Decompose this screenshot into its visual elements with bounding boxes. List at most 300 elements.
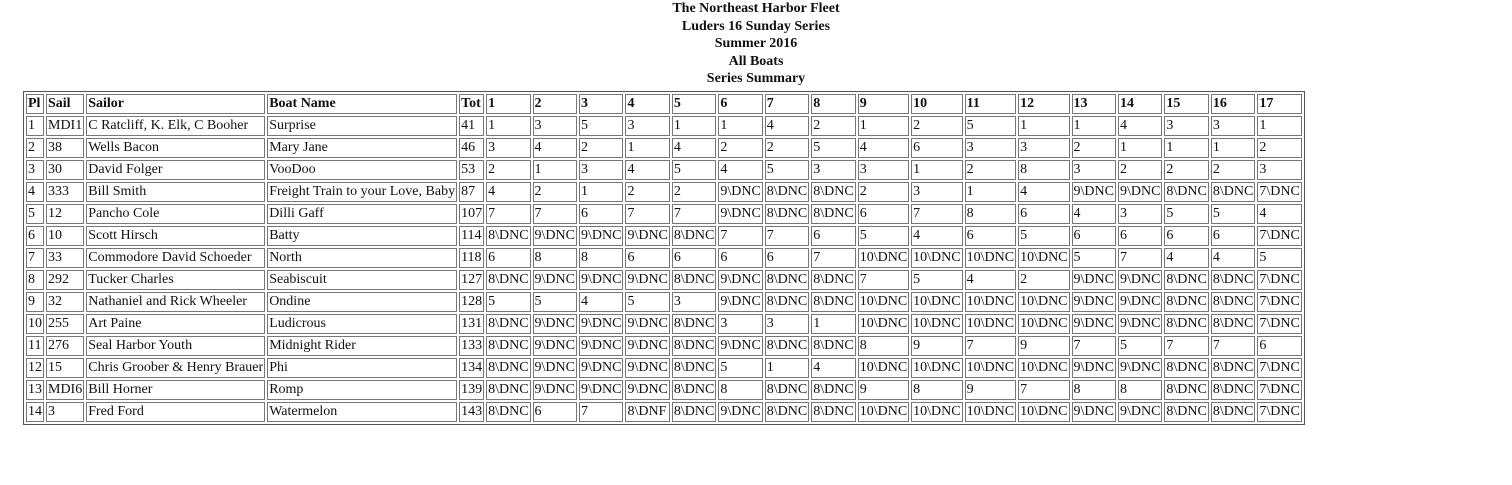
race-score-cell: 8\DNC (1164, 292, 1208, 312)
race-score-cell: 8\DNC (486, 380, 530, 400)
table-row (26, 270, 1302, 290)
race-score-cell: 1 (1072, 116, 1116, 136)
table-row (26, 314, 1302, 334)
race-score-cell: 4 (1118, 116, 1162, 136)
sail-cell: MDI6 (46, 380, 84, 400)
race-score-cell: 8\DNC (486, 402, 530, 422)
race-score-cell: 8\DNC (672, 270, 716, 290)
place-cell: 10 (26, 314, 44, 334)
race-score-cell: 10\DNC (965, 248, 1016, 268)
race-score-cell: 5 (1118, 336, 1162, 356)
place-cell: 6 (26, 226, 44, 246)
column-header-race-7: 7 (765, 94, 809, 114)
race-score-cell: 1 (579, 182, 623, 202)
boat-name-cell: Ludicrous (267, 314, 457, 334)
race-score-cell: 6 (965, 226, 1016, 246)
race-score-cell: 10\DNC (858, 402, 909, 422)
race-score-cell: 7 (1072, 336, 1116, 356)
race-score-cell: 2 (1018, 270, 1069, 290)
race-score-cell: 9\DNC (1118, 358, 1162, 378)
boat-name-cell: Batty (267, 226, 457, 246)
race-score-cell: 8\DNC (1164, 314, 1208, 334)
race-score-cell: 8\DNC (672, 402, 716, 422)
sailor-cell: Chris Groober & Henry Brauer (86, 358, 265, 378)
race-score-cell: 9\DNC (1072, 314, 1116, 334)
race-score-cell: 2 (486, 160, 530, 180)
race-score-cell: 2 (811, 116, 855, 136)
race-score-cell: 8 (858, 336, 909, 356)
total-cell: 127 (459, 270, 484, 290)
boat-name-cell: Seabiscuit (267, 270, 457, 290)
total-cell: 46 (459, 138, 484, 158)
sailor-cell: Fred Ford (86, 402, 265, 422)
race-score-cell: 9 (858, 380, 909, 400)
race-score-cell: 3 (965, 138, 1016, 158)
sailor-cell: Nathaniel and Rick Wheeler (86, 292, 265, 312)
boat-name-cell: Ondine (267, 292, 457, 312)
sailor-cell: David Folger (86, 160, 265, 180)
race-score-cell: 6 (1018, 204, 1069, 224)
race-score-cell: 8\DNC (811, 292, 855, 312)
race-score-cell: 5 (1164, 204, 1208, 224)
sail-cell: MDI1 (46, 116, 84, 136)
race-score-cell: 3 (765, 314, 809, 334)
race-score-cell: 9\DNC (1118, 314, 1162, 334)
race-score-cell: 8 (533, 248, 577, 268)
race-score-cell: 8\DNC (672, 380, 716, 400)
race-score-cell: 7 (1164, 336, 1208, 356)
race-score-cell: 5 (625, 292, 669, 312)
boat-name-cell: Surprise (267, 116, 457, 136)
race-score-cell: 8 (965, 204, 1016, 224)
race-score-cell: 1 (625, 138, 669, 158)
sail-cell: 33 (46, 248, 84, 268)
place-cell: 13 (26, 380, 44, 400)
race-score-cell: 7\DNC (1257, 226, 1301, 246)
race-score-cell: 1 (533, 160, 577, 180)
race-score-cell: 10\DNC (858, 248, 909, 268)
race-score-cell: 7 (1018, 380, 1069, 400)
race-score-cell: 4 (1018, 182, 1069, 202)
race-score-cell: 9 (1018, 336, 1069, 356)
race-score-cell: 5 (965, 116, 1016, 136)
boat-name-cell: Romp (267, 380, 457, 400)
place-cell: 1 (26, 116, 44, 136)
race-score-cell: 9 (911, 336, 962, 356)
race-score-cell: 2 (911, 116, 962, 136)
race-score-cell: 5 (1211, 204, 1255, 224)
race-score-cell: 9\DNC (579, 380, 623, 400)
race-score-cell: 8\DNC (1211, 182, 1255, 202)
race-score-cell: 9\DNC (625, 380, 669, 400)
race-score-cell: 2 (1164, 160, 1208, 180)
race-score-cell: 5 (765, 160, 809, 180)
race-score-cell: 6 (672, 248, 716, 268)
column-header-place: Pl (26, 94, 44, 114)
race-score-cell: 6 (486, 248, 530, 268)
race-score-cell: 8 (911, 380, 962, 400)
sail-cell: 38 (46, 138, 84, 158)
race-score-cell: 9\DNC (625, 314, 669, 334)
race-score-cell: 9\DNC (625, 270, 669, 290)
race-score-cell: 8\DNF (625, 402, 669, 422)
race-score-cell: 8\DNC (486, 270, 530, 290)
column-header-race-3: 3 (579, 94, 623, 114)
race-score-cell: 9\DNC (1072, 402, 1116, 422)
place-cell: 9 (26, 292, 44, 312)
total-cell: 134 (459, 358, 484, 378)
summary-title: Series Summary (706, 71, 806, 87)
total-cell: 87 (459, 182, 484, 202)
race-score-cell: 6 (765, 248, 809, 268)
race-score-cell: 10\DNC (858, 292, 909, 312)
race-score-cell: 3 (811, 160, 855, 180)
race-score-cell: 9\DNC (579, 358, 623, 378)
race-score-cell: 10\DNC (1018, 292, 1069, 312)
race-score-cell: 8\DNC (672, 336, 716, 356)
table-row (26, 248, 1302, 268)
total-cell: 131 (459, 314, 484, 334)
race-score-cell: 9\DNC (625, 226, 669, 246)
place-cell: 5 (26, 204, 44, 224)
race-score-cell: 1 (965, 182, 1016, 202)
column-header-race-2: 2 (533, 94, 577, 114)
race-score-cell: 10\DNC (858, 314, 909, 334)
table-row (26, 182, 1302, 202)
race-score-cell: 7 (533, 204, 577, 224)
header-row (26, 94, 1302, 114)
boat-name-cell: Midnight Rider (267, 336, 457, 356)
sailor-cell: C Ratcliff, K. Elk, C Booher (86, 116, 265, 136)
column-header-race-12: 12 (1018, 94, 1069, 114)
column-header-race-6: 6 (718, 94, 762, 114)
race-score-cell: 9\DNC (718, 336, 762, 356)
race-score-cell: 8\DNC (486, 226, 530, 246)
race-score-cell: 10\DNC (911, 358, 962, 378)
race-score-cell: 1 (765, 358, 809, 378)
race-score-cell: 3 (858, 160, 909, 180)
table-row (26, 336, 1302, 356)
race-score-cell: 8\DNC (765, 336, 809, 356)
race-score-cell: 8\DNC (1211, 380, 1255, 400)
column-header-total: Tot (459, 94, 484, 114)
race-score-cell: 1 (858, 116, 909, 136)
race-score-cell: 6 (625, 248, 669, 268)
race-score-cell: 1 (1118, 138, 1162, 158)
race-score-cell: 8\DNC (1211, 314, 1255, 334)
race-score-cell: 5 (533, 292, 577, 312)
race-score-cell: 9\DNC (1118, 270, 1162, 290)
place-cell: 2 (26, 138, 44, 158)
race-score-cell: 8\DNC (811, 182, 855, 202)
race-score-cell: 9\DNC (579, 336, 623, 356)
table-row (26, 358, 1302, 378)
race-score-cell: 9\DNC (1072, 292, 1116, 312)
race-score-cell: 4 (858, 138, 909, 158)
race-score-cell: 2 (1118, 160, 1162, 180)
race-score-cell: 3 (533, 116, 577, 136)
race-score-cell: 4 (1257, 204, 1301, 224)
table-row (26, 402, 1302, 422)
race-score-cell: 7\DNC (1257, 358, 1301, 378)
race-score-cell: 3 (1164, 116, 1208, 136)
race-score-cell: 10\DNC (965, 292, 1016, 312)
race-score-cell: 10\DNC (965, 358, 1016, 378)
table-row (26, 204, 1302, 224)
race-score-cell: 6 (1257, 336, 1301, 356)
race-score-cell: 1 (486, 116, 530, 136)
race-score-cell: 1 (1211, 138, 1255, 158)
race-score-cell: 10\DNC (911, 292, 962, 312)
race-score-cell: 6 (811, 226, 855, 246)
race-score-cell: 5 (811, 138, 855, 158)
total-cell: 53 (459, 160, 484, 180)
race-score-cell: 3 (1257, 160, 1301, 180)
race-score-cell: 9\DNC (1072, 182, 1116, 202)
total-cell: 139 (459, 380, 484, 400)
race-score-cell: 3 (1118, 204, 1162, 224)
race-score-cell: 6 (579, 204, 623, 224)
series-title: Luders 16 Sunday Series (681, 18, 831, 34)
race-score-cell: 8\DNC (486, 314, 530, 334)
race-score-cell: 1 (1018, 116, 1069, 136)
boat-name-cell: Freight Train to your Love, Baby (267, 182, 457, 202)
race-score-cell: 6 (1211, 226, 1255, 246)
race-score-cell: 10\DNC (1018, 402, 1069, 422)
race-score-cell: 10\DNC (1018, 314, 1069, 334)
race-score-cell: 2 (1072, 138, 1116, 158)
race-score-cell: 2 (718, 138, 762, 158)
race-score-cell: 4 (672, 138, 716, 158)
sail-cell: 30 (46, 160, 84, 180)
column-header-race-16: 16 (1211, 94, 1255, 114)
race-score-cell: 2 (858, 182, 909, 202)
column-header-race-15: 15 (1164, 94, 1208, 114)
race-score-cell: 10\DNC (965, 314, 1016, 334)
race-score-cell: 8\DNC (811, 204, 855, 224)
race-score-cell: 7 (672, 204, 716, 224)
race-score-cell: 8\DNC (672, 358, 716, 378)
race-score-cell: 9\DNC (579, 226, 623, 246)
table-row (26, 292, 1302, 312)
race-score-cell: 4 (1072, 204, 1116, 224)
table-row (26, 138, 1302, 158)
place-cell: 12 (26, 358, 44, 378)
race-score-cell: 2 (1257, 138, 1301, 158)
race-score-cell: 9\DNC (718, 270, 762, 290)
race-score-cell: 8\DNC (1211, 402, 1255, 422)
race-score-cell: 7 (765, 226, 809, 246)
race-score-cell: 9\DNC (1118, 182, 1162, 202)
race-score-cell: 1 (1164, 138, 1208, 158)
race-score-cell: 9\DNC (718, 402, 762, 422)
sail-cell: 333 (46, 182, 84, 202)
race-score-cell: 8\DNC (1211, 270, 1255, 290)
race-score-cell: 8\DNC (1164, 270, 1208, 290)
race-score-cell: 9\DNC (625, 336, 669, 356)
race-score-cell: 9\DNC (533, 314, 577, 334)
race-score-cell: 9\DNC (533, 358, 577, 378)
column-header-sailor: Sailor (86, 94, 265, 114)
race-score-cell: 2 (672, 182, 716, 202)
race-score-cell: 8\DNC (486, 336, 530, 356)
race-score-cell: 7 (1118, 248, 1162, 268)
race-score-cell: 3 (579, 160, 623, 180)
race-score-cell: 8\DNC (1164, 380, 1208, 400)
race-score-cell: 9 (965, 380, 1016, 400)
race-score-cell: 8\DNC (811, 270, 855, 290)
race-score-cell: 3 (625, 116, 669, 136)
race-score-cell: 8\DNC (765, 182, 809, 202)
place-cell: 3 (26, 160, 44, 180)
race-score-cell: 10\DNC (911, 402, 962, 422)
race-score-cell: 8\DNC (1164, 402, 1208, 422)
race-score-cell: 7 (1211, 336, 1255, 356)
race-score-cell: 4 (718, 160, 762, 180)
place-cell: 4 (26, 182, 44, 202)
race-score-cell: 8\DNC (672, 226, 716, 246)
place-cell: 7 (26, 248, 44, 268)
column-header-race-9: 9 (858, 94, 909, 114)
boat-name-cell: North (267, 248, 457, 268)
sail-cell: 255 (46, 314, 84, 334)
race-score-cell: 6 (911, 138, 962, 158)
race-score-cell: 6 (858, 204, 909, 224)
place-cell: 14 (26, 402, 44, 422)
season-title: Summer 2016 (714, 36, 798, 52)
race-score-cell: 8\DNC (1211, 292, 1255, 312)
column-header-race-14: 14 (1118, 94, 1162, 114)
race-score-cell: 10\DNC (858, 358, 909, 378)
race-score-cell: 5 (1257, 248, 1301, 268)
table-row (26, 116, 1302, 136)
race-score-cell: 5 (486, 292, 530, 312)
column-header-boat-name: Boat Name (267, 94, 457, 114)
race-score-cell: 2 (533, 182, 577, 202)
race-score-cell: 5 (672, 160, 716, 180)
race-score-cell: 8\DNC (1211, 358, 1255, 378)
sailor-cell: Tucker Charles (86, 270, 265, 290)
race-score-cell: 5 (1072, 248, 1116, 268)
race-score-cell: 9\DNC (533, 380, 577, 400)
race-score-cell: 8\DNC (765, 380, 809, 400)
race-score-cell: 6 (533, 402, 577, 422)
race-score-cell: 7\DNC (1257, 270, 1301, 290)
race-score-cell: 4 (579, 292, 623, 312)
race-score-cell: 4 (965, 270, 1016, 290)
boat-name-cell: Mary Jane (267, 138, 457, 158)
race-score-cell: 8\DNC (765, 204, 809, 224)
race-score-cell: 7 (965, 336, 1016, 356)
sailor-cell: Pancho Cole (86, 204, 265, 224)
boat-name-cell: VooDoo (267, 160, 457, 180)
race-score-cell: 3 (1072, 160, 1116, 180)
race-score-cell: 8\DNC (672, 314, 716, 334)
race-score-cell: 8\DNC (765, 270, 809, 290)
sail-cell: 3 (46, 402, 84, 422)
race-score-cell: 8\DNC (1164, 182, 1208, 202)
race-score-cell: 7 (858, 270, 909, 290)
sail-cell: 15 (46, 358, 84, 378)
boat-name-cell: Phi (267, 358, 457, 378)
race-score-cell: 8 (1018, 160, 1069, 180)
column-header-sail: Sail (46, 94, 84, 114)
race-score-cell: 8\DNC (765, 402, 809, 422)
race-score-cell: 3 (911, 182, 962, 202)
race-score-cell: 10\DNC (911, 314, 962, 334)
race-score-cell: 2 (579, 138, 623, 158)
race-score-cell: 4 (1211, 248, 1255, 268)
race-score-cell: 10\DNC (1018, 358, 1069, 378)
race-score-cell: 6 (718, 248, 762, 268)
race-score-cell: 3 (1211, 116, 1255, 136)
total-cell: 128 (459, 292, 484, 312)
race-score-cell: 5 (718, 358, 762, 378)
sailor-cell: Seal Harbor Youth (86, 336, 265, 356)
race-score-cell: 9\DNC (533, 336, 577, 356)
sail-cell: 10 (46, 226, 84, 246)
total-cell: 143 (459, 402, 484, 422)
race-score-cell: 9\DNC (1072, 358, 1116, 378)
sailor-cell: Bill Horner (86, 380, 265, 400)
results-body (26, 116, 1302, 422)
race-score-cell: 4 (486, 182, 530, 202)
race-score-cell: 8\DNC (486, 358, 530, 378)
race-score-cell: 9\DNC (1072, 270, 1116, 290)
race-score-cell: 4 (533, 138, 577, 158)
race-score-cell: 4 (765, 116, 809, 136)
race-score-cell: 8\DNC (811, 402, 855, 422)
sail-cell: 32 (46, 292, 84, 312)
race-score-cell: 1 (811, 314, 855, 334)
race-score-cell: 8 (718, 380, 762, 400)
column-header-race-13: 13 (1072, 94, 1116, 114)
race-score-cell: 8\DNC (811, 336, 855, 356)
race-score-cell: 4 (625, 160, 669, 180)
race-score-cell: 5 (1018, 226, 1069, 246)
race-score-cell: 9\DNC (625, 358, 669, 378)
race-score-cell: 8 (1118, 380, 1162, 400)
race-score-cell: 2 (765, 138, 809, 158)
race-score-cell: 9\DNC (579, 270, 623, 290)
race-score-cell: 7 (718, 226, 762, 246)
race-score-cell: 7 (811, 248, 855, 268)
race-score-cell: 2 (1211, 160, 1255, 180)
race-score-cell: 7\DNC (1257, 314, 1301, 334)
race-score-cell: 4 (811, 358, 855, 378)
race-score-cell: 9\DNC (579, 314, 623, 334)
race-score-cell: 7\DNC (1257, 380, 1301, 400)
sail-cell: 292 (46, 270, 84, 290)
race-score-cell: 7\DNC (1257, 182, 1301, 202)
race-score-cell: 8 (579, 248, 623, 268)
race-score-cell: 8 (1072, 380, 1116, 400)
race-score-cell: 5 (911, 270, 962, 290)
total-cell: 133 (459, 336, 484, 356)
race-score-cell: 9\DNC (533, 270, 577, 290)
race-score-cell: 10\DNC (965, 402, 1016, 422)
results-table (23, 91, 1305, 425)
race-score-cell: 6 (1118, 226, 1162, 246)
sailor-cell: Art Paine (86, 314, 265, 334)
race-score-cell: 2 (625, 182, 669, 202)
race-score-cell: 1 (672, 116, 716, 136)
race-score-cell: 3 (1018, 138, 1069, 158)
total-cell: 114 (459, 226, 484, 246)
race-score-cell: 5 (579, 116, 623, 136)
sail-cell: 276 (46, 336, 84, 356)
race-score-cell: 9\DNC (718, 292, 762, 312)
